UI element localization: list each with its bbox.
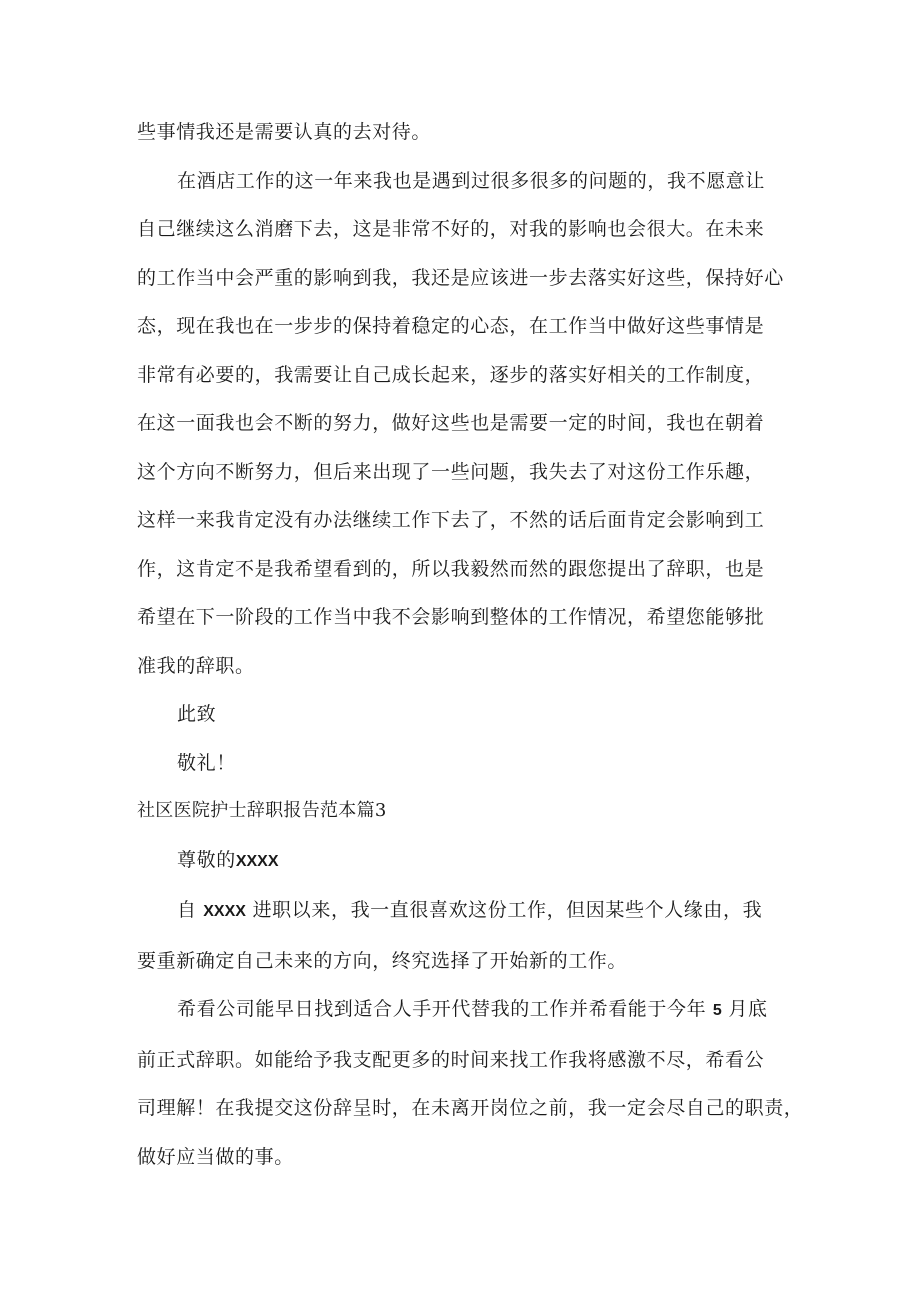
document-body (137, 108, 804, 1181)
paragraph-line: 作，这肯定不是我希望看到的，所以我毅然而然的跟您提出了辞职，也是 (137, 557, 765, 580)
paragraph-line: 态，现在我也在一步步的保持着稳定的心态，在工作当中做好这些事情是 (137, 315, 765, 337)
text-fragment: 自 (177, 899, 197, 921)
company-placeholder: XXXX (203, 903, 246, 920)
paragraph-line: 这个方向不断努力，但后来出现了一些问题，我失去了对这份工作乐趣， (137, 460, 765, 483)
text-fragment: 进职以来，我一直很喜欢这份工作，但因某些个人缘由，我 (252, 899, 763, 921)
text-fragment: 月底 (728, 998, 768, 1020)
recipient-placeholder: XXXX (235, 852, 279, 870)
paragraph-line: 些事情我还是需要认真的去对待。 (137, 121, 432, 143)
month-number: 5 (712, 1002, 722, 1019)
paragraph-line: 这样一来我肯定没有办法继续工作下去了，不然的话后面肯定会影响到工 (137, 509, 765, 531)
paragraph-line: 希望在下一阶段的工作当中我不会影响到整体的工作情况，希望您能够批 (137, 606, 765, 628)
paragraph-line: 做好应当做的事。 (137, 1145, 294, 1168)
paragraph-line (137, 886, 789, 937)
closing-salutation: 此致 (177, 703, 217, 725)
section-heading: 社区医院护士辞职报告范本篇3 (137, 800, 387, 821)
greeting-text: 尊敬的 (177, 848, 236, 871)
paragraph-line: 前正式辞职。如能给予我支配更多的时间来找工作我将感激不尽，希看公 (137, 1048, 765, 1071)
paragraph-line: 非常有必要的，我需要让自己成长起来，逐步的落实好相关的工作制度， (137, 363, 765, 386)
paragraph-line: 的工作当中会严重的影响到我，我还是应该进一步去落实好这些，保持好心 (137, 266, 784, 289)
paragraph-line (137, 985, 789, 1036)
closing-regards: 敬礼！ (177, 751, 236, 774)
paragraph-line: 司理解！在我提交这份辞呈时，在未离开岗位之前，我一定会尽自己的职责， (137, 1097, 804, 1119)
greeting-line (137, 836, 789, 887)
paragraph-line: 准我的辞职。 (137, 654, 255, 677)
paragraph-line: 在这一面我也会不断的努力，做好这些也是需要一定的时间，我也在朝着 (137, 412, 765, 434)
paragraph-line: 要重新确定自己未来的方向，终究选择了开始新的工作。 (137, 949, 628, 972)
paragraph-line: 在酒店工作的这一年来我也是遇到过很多很多的问题的，我不愿意让 (177, 169, 766, 192)
text-fragment: 希看公司能早日找到适合人手开代替我的工作并希看能于今年 (177, 998, 707, 1020)
paragraph-line: 自己继续这么消磨下去，这是非常不好的，对我的影响也会很大。在未来 (137, 218, 765, 240)
